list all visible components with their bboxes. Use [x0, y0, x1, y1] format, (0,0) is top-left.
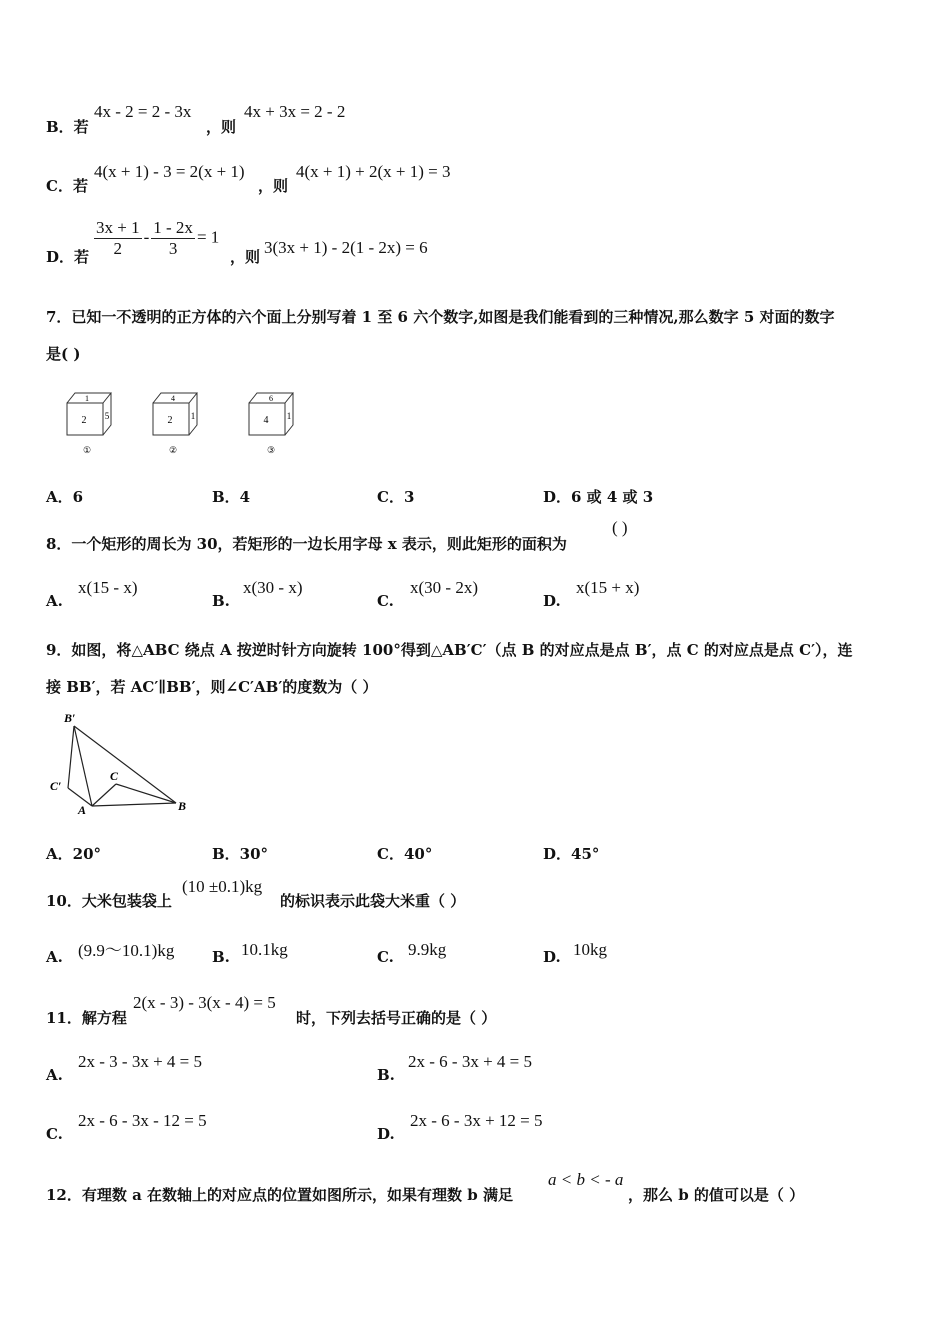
q7-stem-line1: 7．已知一不透明的正方体的六个面上分别写着 1 至 6 六个数字,如图是我们能看到的三种情况,那么数字 5 对面的数字	[46, 308, 835, 326]
q6-option-d-label: D．若	[46, 248, 90, 266]
rotation-figure	[46, 706, 196, 818]
q11-stem-post: 时，下列去括号正确的是（ ）	[296, 1009, 497, 1027]
q6-option-c-then: ，则	[258, 177, 289, 195]
q9-option-c: C．40°	[377, 845, 433, 863]
cube-1-caption: ①	[82, 445, 92, 455]
q10-expr: (10 ±0.1)kg	[182, 877, 263, 896]
q6-option-d-then: ，则	[230, 248, 261, 266]
fraction-2: $\frac{1 - 2x}{3}$	[153, 218, 193, 258]
label-b-prime: B′	[64, 711, 76, 725]
q11-option-b-label: B.	[377, 1066, 395, 1084]
q7-stem-line2: 是( )	[46, 345, 81, 363]
cube-3-side: 1	[286, 411, 292, 421]
q10-option-a-expr: (9.9～10.1)kg	[78, 941, 175, 960]
q8-option-d-label: D.	[543, 592, 561, 610]
q8-option-a-expr: x(15 - x)	[78, 578, 138, 597]
q11-option-a-expr: 2x - 3 - 3x + 4 = 5	[78, 1052, 202, 1071]
q6-option-d-result: 3(3x + 1) - 2(1 - 2x) = 6	[264, 238, 428, 257]
cube-2-front: 2	[167, 415, 173, 426]
q8-option-c-label: C.	[377, 592, 394, 610]
q11-option-a-label: A.	[46, 1066, 63, 1084]
q10-option-a-label: A.	[46, 948, 63, 966]
cube-1-top: 1	[85, 394, 89, 403]
q6-option-c-equation: 4(x + 1) - 3 = 2(x + 1)	[94, 162, 245, 181]
q11-option-d-expr: 2x - 6 - 3x + 12 = 5	[410, 1111, 543, 1130]
cube-1-side: 5	[104, 411, 110, 421]
cube-1-front: 2	[81, 415, 87, 426]
q11-option-c-label: C.	[46, 1125, 63, 1143]
cube-3	[249, 393, 293, 455]
cube-3-front: 4	[263, 415, 269, 426]
cube-2-side: 1	[190, 411, 196, 421]
q6-option-b-result: 4x + 3x = 2 - 2	[244, 102, 346, 121]
q9-option-a: A．20°	[46, 845, 102, 863]
q8-option-a-label: A.	[46, 592, 63, 610]
q10-stem-post: 的标识表示此袋大米重（ ）	[280, 892, 466, 910]
label-b: B	[178, 799, 187, 813]
q9-option-d: D．45°	[543, 845, 600, 863]
q10-stem-pre: 10．大米包装袋上	[46, 892, 172, 910]
q9-stem-line2: 接 BB′，若 AC′∥BB′，则∠C′AB′的度数为（ ）	[46, 678, 378, 696]
q8-option-c-expr: x(30 - 2x)	[410, 578, 478, 597]
q11-option-d-label: D.	[377, 1125, 395, 1143]
q11-option-c-expr: 2x - 6 - 3x - 12 = 5	[78, 1111, 207, 1130]
q10-option-c-label: C.	[377, 948, 394, 966]
label-c-prime: C′	[50, 779, 62, 793]
q10-option-c-expr: 9.9kg	[408, 940, 447, 959]
q11-stem-pre: 11．解方程	[46, 1009, 127, 1027]
q10-option-b-label: B.	[212, 948, 230, 966]
cube-2	[153, 393, 197, 455]
q8-option-b-label: B.	[212, 592, 230, 610]
q10-option-d-label: D.	[543, 948, 561, 966]
q10-option-d-expr: 10kg	[573, 940, 607, 959]
q11-option-b-expr: 2x - 6 - 3x + 4 = 5	[408, 1052, 532, 1071]
q6-option-b-label: B．若	[46, 118, 89, 136]
q12-stem-post: ，那么 b 的值可以是（ ）	[628, 1186, 805, 1204]
q9-stem-line1: 9．如图，将△ABC 绕点 A 按逆时针方向旋转 100°得到△AB′C′（点 B 的对应点是点 B′，点 C 的对应点是点 C′），连	[46, 641, 853, 659]
q6-option-b-then: ，则	[206, 118, 237, 136]
q6-option-b-equation: 4x - 2 = 2 - 3x	[94, 102, 192, 121]
q8-answer-paren: ( )	[612, 518, 628, 537]
label-a: A	[78, 803, 87, 817]
q7-option-b: B．4	[212, 488, 251, 506]
q6-option-d-equation: $\frac{3x + 1}{2}$ - $\frac{1 - 2x}{3}$ = 1	[96, 218, 220, 258]
cube-3-caption: ③	[266, 445, 276, 455]
q8-stem: 8．一个矩形的周长为 30，若矩形的一边长用字母 x 表示，则此矩形的面积为	[46, 535, 567, 553]
cube-3-top: 6	[269, 394, 273, 403]
q10-option-b-expr: 10.1kg	[241, 940, 288, 959]
cube-2-top: 4	[171, 394, 175, 403]
q7-option-d: D．6 或 4 或 3	[543, 488, 654, 506]
q7-option-c: C．3	[377, 488, 415, 506]
q6-option-c-label: C．若	[46, 177, 88, 195]
q6-option-c-result: 4(x + 1) + 2(x + 1) = 3	[296, 162, 451, 181]
cube-2-caption: ②	[168, 445, 178, 455]
q11-expr: 2(x - 3) - 3(x - 4) = 5	[133, 993, 276, 1012]
label-c: C	[110, 769, 119, 783]
fraction-1: $\frac{3x + 1}{2}$	[96, 218, 140, 258]
q8-option-b-expr: x(30 - x)	[243, 578, 303, 597]
cube-figures	[55, 385, 325, 460]
cube-1	[67, 393, 111, 455]
q8-option-d-expr: x(15 + x)	[576, 578, 640, 597]
q7-option-a: A．6	[46, 488, 84, 506]
q12-expr: a < b < - a	[548, 1170, 624, 1189]
q12-stem-pre: 12．有理数 a 在数轴上的对应点的位置如图所示，如果有理数 b 满足	[46, 1186, 513, 1204]
q9-option-b: B．30°	[212, 845, 269, 863]
